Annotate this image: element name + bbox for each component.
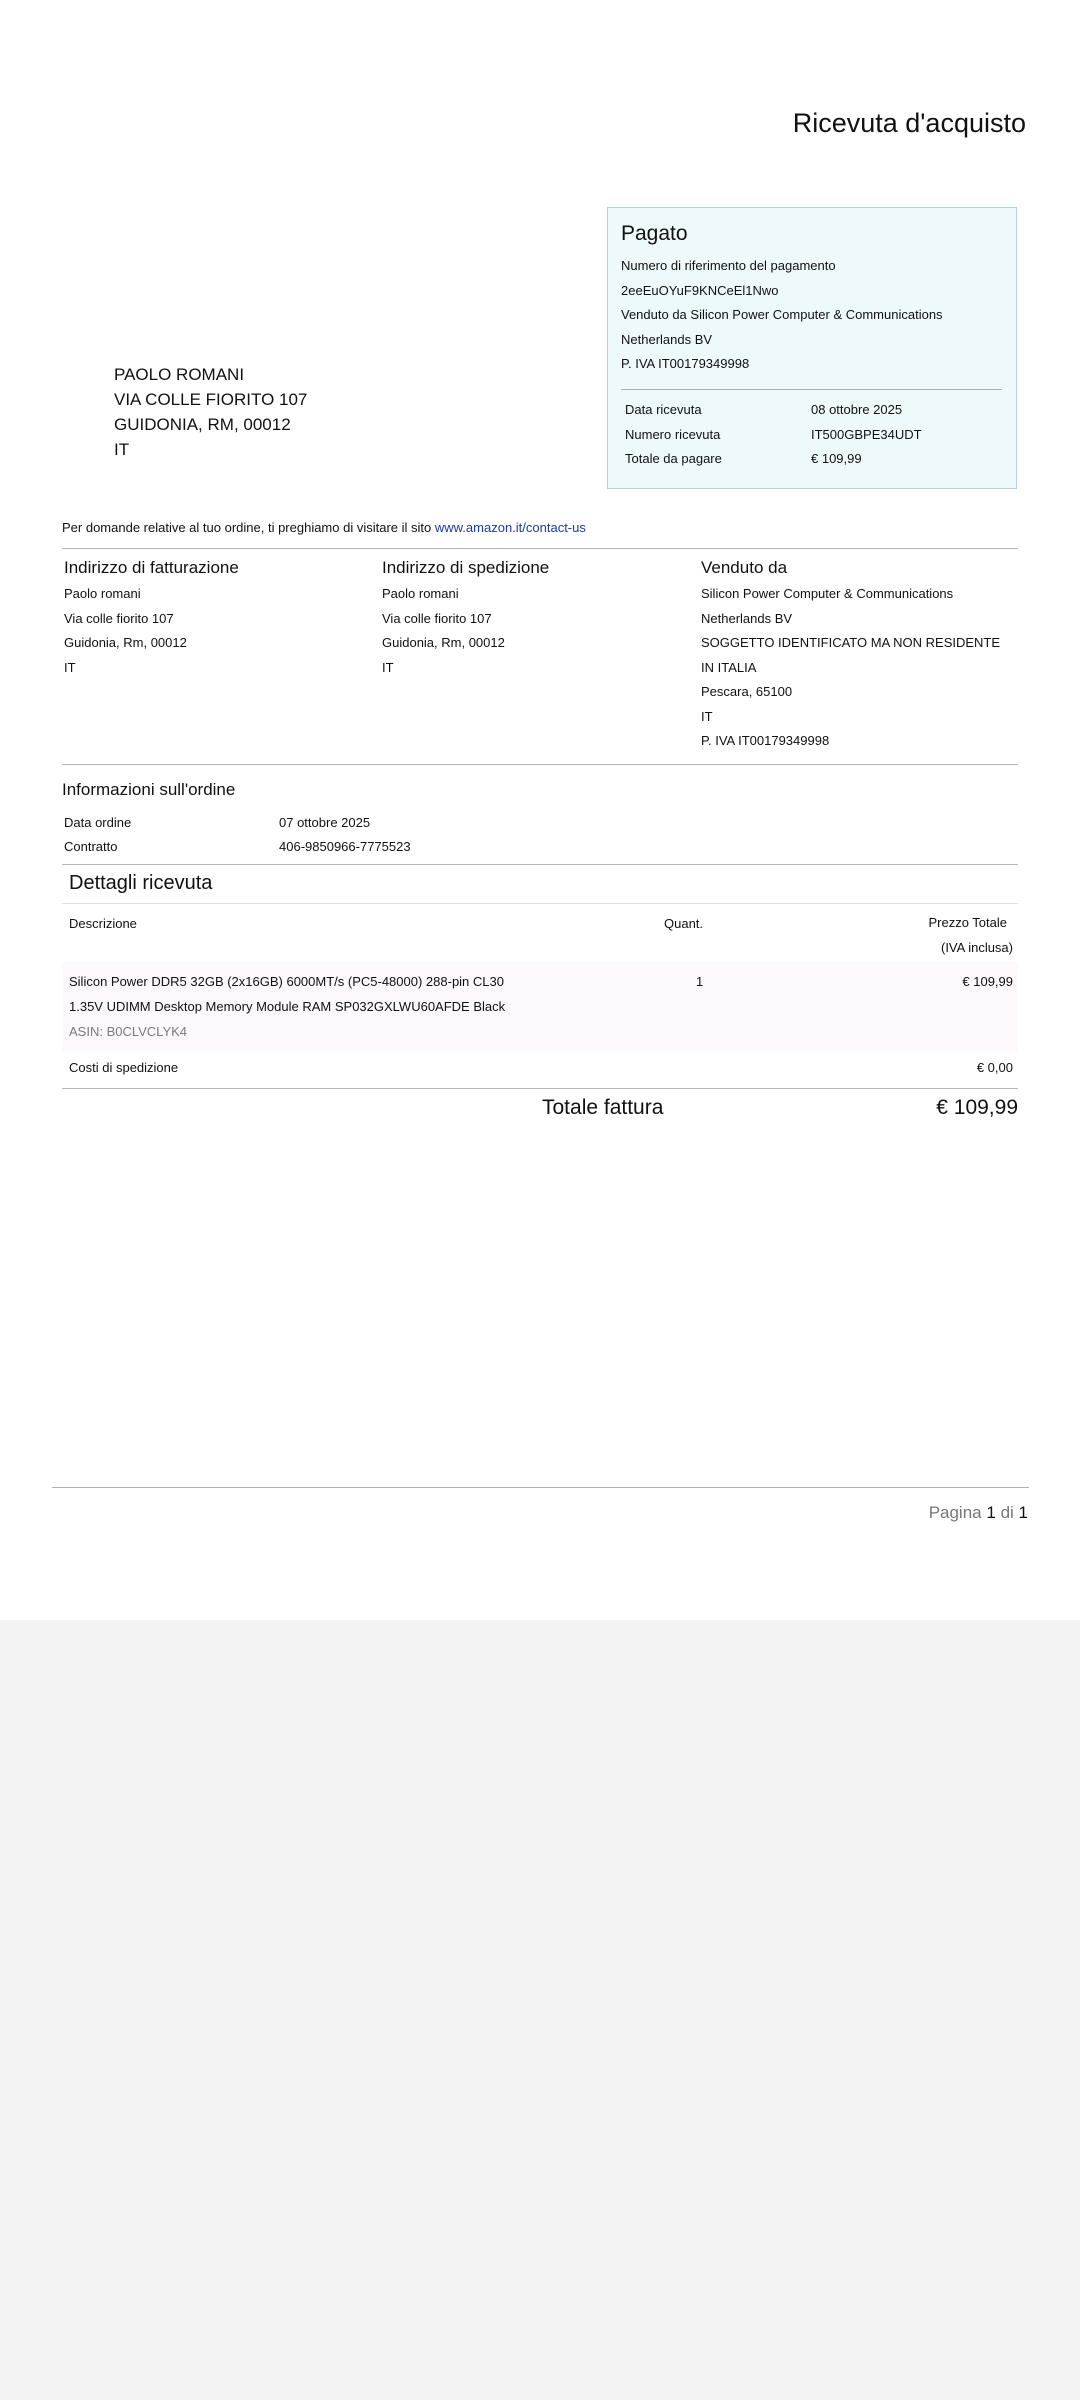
price-header-vat-note: (IVA inclusa) — [940, 940, 1013, 955]
billing-heading: Indirizzo di fatturazione — [64, 558, 239, 577]
recipient-line: GUIDONIA, RM, 00012 — [114, 415, 291, 434]
item-title-line: Silicon Power DDR5 32GB (2x16GB) 6000MT/s (PC5-48000) 288-pin CL30 — [69, 974, 504, 989]
amount-due-value: € 109,99 — [811, 451, 862, 467]
recipient-line: IT — [114, 440, 130, 459]
total-divider — [62, 1088, 1018, 1089]
column-header-price — [928, 910, 1013, 960]
page-indicator — [929, 1503, 1028, 1523]
shipping-line: IT — [382, 659, 394, 675]
details-divider — [62, 903, 1018, 904]
payment-summary-box — [607, 207, 1017, 489]
column-header-description: Descrizione — [69, 916, 137, 931]
payment-status-title: Pagato — [621, 222, 688, 245]
column-header-quantity: Quant. — [664, 916, 704, 931]
amount-due-label: Totale da pagare — [625, 451, 722, 467]
billing-line: IT — [64, 659, 76, 675]
seller-line: IN ITALIA — [701, 659, 757, 675]
page-word: Pagina — [928, 1503, 982, 1522]
price-header-line: Prezzo Totale — [928, 915, 1007, 930]
line-item-description — [69, 969, 505, 1044]
invoice-total-label: Totale fattura — [542, 1096, 664, 1119]
receipt-details-heading: Dettagli ricevuta — [69, 872, 213, 894]
page-current: 1 — [986, 1503, 996, 1522]
shipping-line: Via colle fiorito 107 — [382, 610, 492, 626]
billing-line: Via colle fiorito 107 — [64, 610, 174, 626]
document-title: Ricevuta d'acquisto — [792, 108, 1026, 138]
order-info-table — [64, 810, 411, 859]
seller-line: Netherlands BV — [701, 610, 793, 626]
payment-ref-value: 2eeEuOYuF9KNCeEl1Nwo — [621, 282, 779, 298]
page-total: 1 — [1018, 1503, 1028, 1522]
receipt-date-value: 08 ottobre 2025 — [811, 402, 903, 418]
seller-section — [701, 558, 1021, 754]
billing-line: Guidonia, Rm, 00012 — [64, 635, 187, 650]
seller-heading: Venduto da — [701, 558, 788, 577]
seller-line: Pescara, 65100 — [701, 684, 793, 699]
seller-line: P. IVA IT00179349998 — [701, 733, 830, 748]
seller-line: SOGGETTO IDENTIFICATO MA NON RESIDENTE — [701, 635, 1001, 650]
invoice-total-value: € 109,99 — [936, 1096, 1018, 1119]
payment-seller-line: Venduto da Silicon Power Computer & Communications — [621, 307, 943, 322]
contact-us-link[interactable]: www.amazon.it/contact-us — [434, 520, 586, 535]
receipt-number-label: Numero ricevuta — [625, 426, 721, 442]
table-row — [621, 447, 1002, 472]
shipping-line: Paolo romani — [382, 586, 459, 601]
recipient-line: VIA COLLE FIORITO 107 — [114, 390, 308, 409]
section-divider — [62, 764, 1018, 765]
shipping-cost-label: Costi di spedizione — [69, 1060, 179, 1075]
table-row — [621, 398, 1002, 423]
receipt-number-value: IT500GBPE34UDT — [811, 426, 922, 442]
order-date-label: Data ordine — [64, 814, 132, 830]
payment-ref-label: Numero di riferimento del pagamento — [621, 258, 836, 273]
item-asin: ASIN: B0CLVCLYK4 — [69, 1024, 188, 1039]
billing-line: Paolo romani — [64, 586, 141, 601]
order-info-heading: Informazioni sull'ordine — [62, 780, 236, 799]
contact-note-text: Per domande relative al tuo ordine, ti preghiamo di visitare il sito — [62, 520, 435, 535]
table-row — [64, 835, 411, 860]
payment-details-table — [621, 398, 1002, 472]
item-price: € 109,99 — [962, 974, 1013, 989]
recipient-line: PAOLO ROMANI — [114, 365, 245, 384]
receipt-date-label: Data ricevuta — [625, 402, 702, 418]
payment-divider — [621, 389, 1002, 390]
order-date-value: 07 ottobre 2025 — [279, 814, 371, 830]
contact-note — [62, 520, 586, 535]
table-row — [64, 810, 411, 835]
shipping-line: Guidonia, Rm, 00012 — [382, 635, 505, 650]
contract-value: 406-9850966-7775523 — [279, 839, 411, 855]
recipient-address — [114, 362, 307, 462]
section-divider — [62, 864, 1018, 865]
billing-address-section — [64, 558, 384, 680]
seller-line: Silicon Power Computer & Communications — [701, 586, 954, 601]
of-word: di — [1000, 1503, 1014, 1522]
section-divider — [62, 548, 1018, 549]
seller-line: IT — [701, 708, 713, 724]
table-row — [621, 422, 1002, 447]
shipping-cost-value: € 0,00 — [976, 1060, 1013, 1075]
shipping-heading: Indirizzo di spedizione — [382, 558, 550, 577]
contract-label: Contratto — [64, 839, 118, 855]
payment-seller-line: Netherlands BV — [621, 331, 713, 347]
item-title-line: 1.35V UDIMM Desktop Memory Module RAM SP032GXLWU60AFDE Black — [69, 999, 506, 1014]
shipping-address-section — [382, 558, 702, 680]
footer-divider — [52, 1487, 1029, 1488]
item-quantity: 1 — [696, 974, 704, 989]
payment-seller-vat: P. IVA IT00179349998 — [621, 356, 750, 371]
